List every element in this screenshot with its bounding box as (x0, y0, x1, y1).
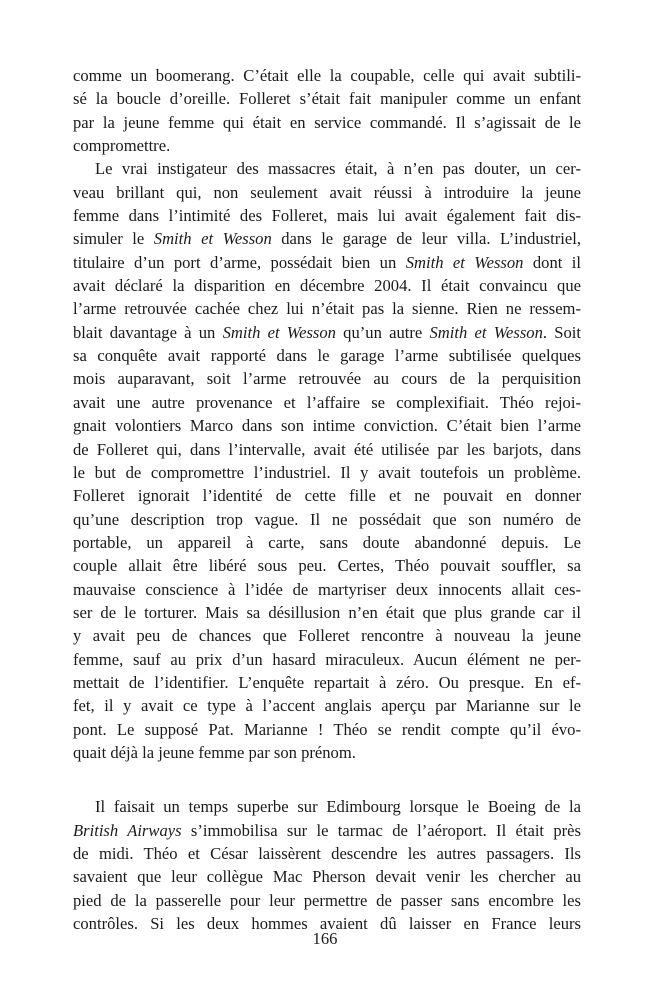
text-segment: mois auparavant, soit l’arme retrouvée au cours de la perquisition (73, 369, 581, 389)
text-segment: savaient que leur collègue Mac Pherson devait venir les chercher au (73, 867, 581, 887)
section-break (73, 764, 581, 795)
text-segment: pont. Le supposé Pat. Marianne ! Théo se rendit compte qu’il évo- (73, 719, 581, 739)
italic-text: Smith et Wesson (153, 229, 272, 249)
text-line (73, 865, 581, 888)
text-segment: veau brillant qui, non seulement avait réussi à introduire la jeune (73, 182, 581, 202)
text-segment: avait déclaré la disparition en décembre 2004. Il était convaincu que (73, 276, 581, 296)
text-line (73, 795, 581, 818)
italic-text: Smith et Wesson (429, 322, 543, 342)
text-line (73, 157, 581, 180)
text-line (73, 819, 581, 842)
text-line (73, 508, 581, 531)
text-segment: par la jeune femme qui était en service commandé. Il s’agissait de le (73, 112, 581, 132)
text-line (73, 414, 581, 437)
text-line (73, 531, 581, 554)
text-line (73, 578, 581, 601)
text-line (73, 227, 581, 250)
text-segment: y avait peu de chances que Folleret rencontre à nouveau la jeune (73, 626, 581, 646)
text-line (73, 297, 581, 320)
italic-text: Smith et Wesson (222, 322, 336, 342)
text-line (73, 204, 581, 227)
text-line (73, 741, 581, 764)
text-line (73, 484, 581, 507)
text-segment: de Folleret qui, dans l’intervalle, avait été utilisée par les barjots, dans (73, 439, 581, 459)
text-segment: ser de le torturer. Mais sa désillusion n’en était que plus grande car il (73, 602, 581, 622)
text-segment: fet, il y avait ce type à l’accent anglais aperçu par Marianne sur le (73, 696, 581, 716)
text-segment: quait déjà la jeune femme par son prénom. (73, 742, 356, 762)
text-segment: avait une autre provenance et l’affaire se complexifiait. Théo rejoi- (73, 392, 581, 412)
text-segment: le but de compromettre l’industriel. Il y avait toutefois un problème. (73, 462, 581, 482)
text-segment: blait davantage à un (73, 322, 223, 342)
text-segment: s’immobilisa sur le tarmac de l’aéroport. Il était près (181, 820, 581, 840)
text-segment: dont il (523, 252, 582, 272)
text-line (73, 321, 581, 344)
text-line (73, 181, 581, 204)
text-segment: titulaire d’un port d’arme, possédait bien un (73, 252, 406, 272)
text-line (73, 694, 581, 717)
text-line (73, 718, 581, 741)
text-line (73, 461, 581, 484)
text-segment: femme dans l’intimité des Folleret, mais lui avait également fait dis- (73, 206, 581, 226)
text-segment: pied de la passerelle pour leur permettre de passer sans encombre les (73, 890, 581, 910)
text-segment: gnait volontiers Marco dans son intime conviction. C’était bien l’arme (73, 416, 581, 436)
text-line (73, 64, 581, 87)
text-line (73, 554, 581, 577)
text-segment: portable, un appareil à carte, sans doute abandonné depuis. Le (73, 532, 581, 552)
text-line (73, 438, 581, 461)
italic-text: Smith et Wesson (405, 252, 524, 272)
text-line (73, 889, 581, 912)
text-segment: . Soit (542, 322, 582, 342)
italic-text: British Airways (73, 820, 182, 840)
text-line (73, 251, 581, 274)
text-segment: femme, sauf au prix d’un hasard miraculeux. Aucun élément ne per- (73, 649, 581, 669)
text-line (73, 391, 581, 414)
text-segment: dans le garage de leur villa. L’industriel, (271, 229, 581, 249)
text-line (73, 842, 581, 865)
text-line (73, 601, 581, 624)
text-segment: mauvaise conscience à l’idée de martyriser deux innocents allait ces- (73, 579, 581, 599)
text-segment: contrôles. Si les deux hommes avaient dû laisser en France leurs (73, 914, 581, 934)
text-segment: mettait de l’identifier. L’enquête repartait à zéro. Ou presque. En ef- (73, 672, 581, 692)
text-segment: Folleret ignorait l’identité de cette fille et ne pouvait en donner (73, 486, 581, 506)
text-line (73, 344, 581, 367)
text-line (73, 671, 581, 694)
page-number: 166 (312, 929, 338, 948)
text-segment: sa conquête avait rapporté dans le garage l’arme subtilisée quelques (73, 346, 581, 366)
text-line (73, 134, 581, 157)
text-segment: qu’une description trop vague. Il ne possédait que son numéro de (73, 509, 581, 529)
text-segment: sé la boucle d’oreille. Folleret s’était fait manipuler comme un enfant (73, 89, 581, 109)
text-line (73, 648, 581, 671)
text-segment: comme un boomerang. C’était elle la coupable, celle qui avait subtili- (73, 66, 581, 85)
text-segment: Il faisait un temps superbe sur Edimbourg lorsque le Boeing de la (95, 797, 581, 817)
text-segment: qu’un autre (335, 322, 430, 342)
text-line (73, 624, 581, 647)
text-segment: compromettre. (73, 136, 171, 156)
page-body (73, 64, 581, 935)
text-line (73, 367, 581, 390)
text-segment: l’arme retrouvée cachée chez lui n’était pas la sienne. Rien ne ressem- (73, 299, 581, 319)
text-segment: simuler le (73, 229, 154, 249)
text-segment: de midi. Théo et César laissèrent descendre les autres passagers. Ils (73, 844, 581, 863)
text-line (73, 87, 581, 110)
text-line (73, 274, 581, 297)
text-line (73, 111, 581, 134)
text-segment: Le vrai instigateur des massacres était, à n’en pas douter, un cer- (95, 159, 581, 179)
text-segment: couple allait être libéré sous peu. Certes, Théo pouvait souffler, sa (73, 556, 581, 576)
